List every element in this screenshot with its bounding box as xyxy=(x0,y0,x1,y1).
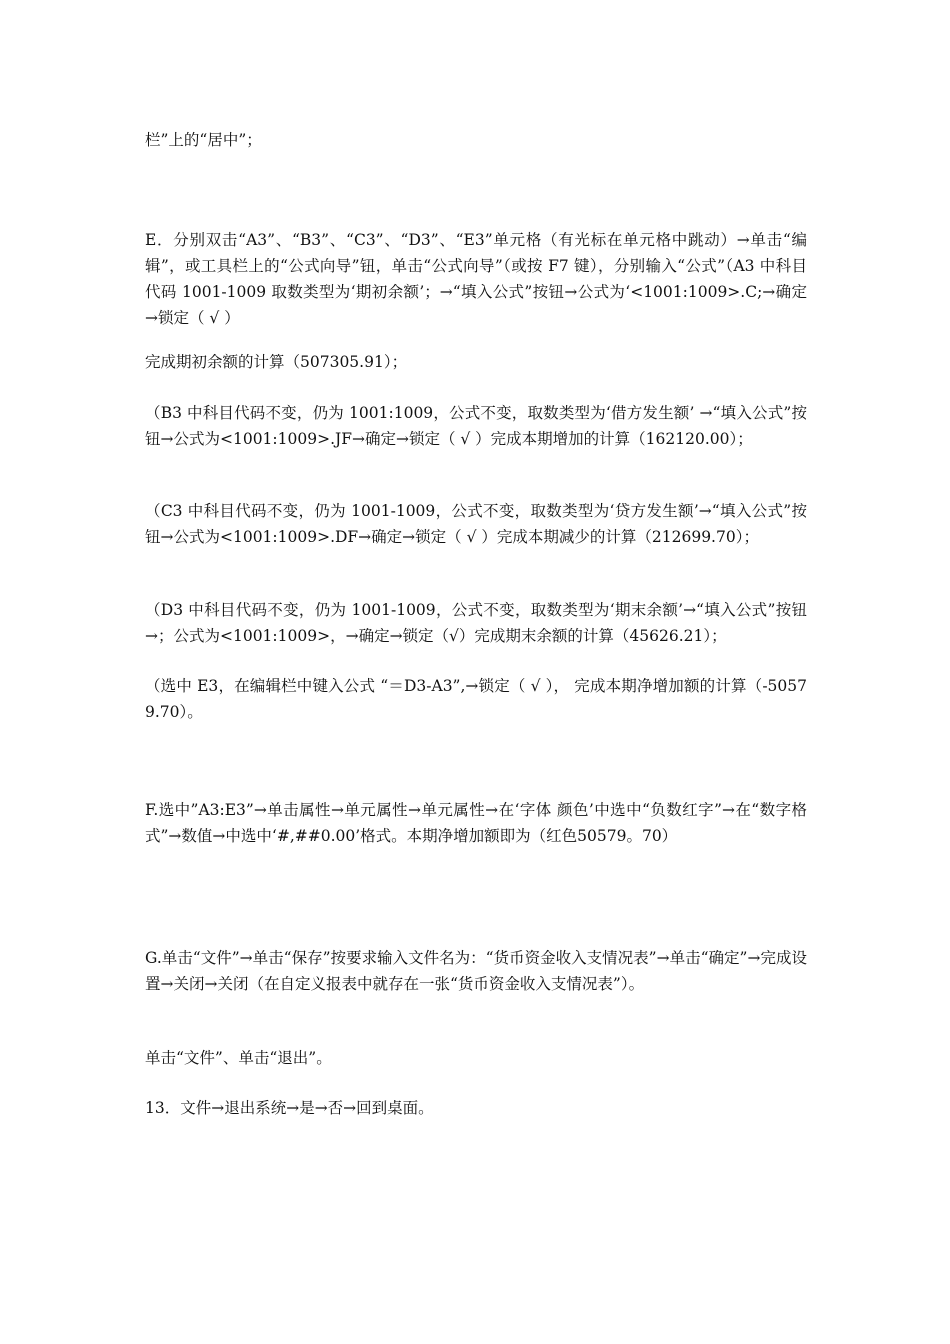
paragraph-c3-credit: （C3 中科目代码不变，仍为 1001-1009，公式不变，取数类型为‘贷方发生额’→“填入公式”按钮→公式为<1001:1009>.DF→确定→锁定（ √ ）完成本期减少的计算（212699.70）； xyxy=(145,502,807,546)
paragraph-d3-closing: （D3 中科目代码不变，仍为 1001-1009，公式不变，取数类型为‘期末余额’→“填入公式”按钮→；公式为<1001:1009>，→确定→锁定（√）完成期末余额的计算（45626.21）； xyxy=(145,601,807,645)
paragraph-step-f: F.选中”A3:E3”→单击属性→单元属性→单元属性→在‘字体 颜色’中选中“负数红字”→在“数字格式”→数值→中选中‘#,##0.00’格式。本期净增加额即为（红色50579。70） xyxy=(145,801,807,845)
paragraph-e3-net-increase: （选中 E3，在编辑栏中键入公式 “＝D3-A3”,→锁定（ √ ）， 完成本期净增加额的计算（-50579.70）。 xyxy=(145,677,807,721)
paragraph-step-13: 13．文件→退出系统→是→否→回到桌面。 xyxy=(145,1099,434,1117)
paragraph-step-g: G.单击“文件”→单击“保存”按要求输入文件名为：“货币资金收入支情况表”→单击“确定”→完成设置→关闭→关闭（在自定义报表中就存在一张“货币资金收入支情况表”）。 xyxy=(145,949,807,993)
paragraph-step-e: E．分别双击“A3”、“B3”、“C3”、“D3”、“E3”单元格（有光标在单元格中跳动）→单击“编辑”，或工具栏上的“公式向导”钮，单击“公式向导”（或按 F7 键），分别输入“公式”（A3 中科目代码 1001-1009 取数类型为‘期初余额’；→“填入公式”按钮→公式为‘<1001:1009>.C;→确定→锁定（ √ ） xyxy=(145,231,807,327)
paragraph-opening-balance: 完成期初余额的计算（507305.91）； xyxy=(145,353,408,371)
paragraph-center-continuation: 栏”上的“居中”； xyxy=(145,131,262,149)
paragraph-b3-debit: （B3 中科目代码不变，仍为 1001:1009，公式不变，取数类型为‘借方发生额’ →“填入公式”按钮→公式为<1001:1009>.JF→确定→锁定（ √ ）完成本期增加的计算（162120.00）； xyxy=(145,404,807,448)
paragraph-exit-file: 单击“文件”、单击“退出”。 xyxy=(145,1049,332,1067)
